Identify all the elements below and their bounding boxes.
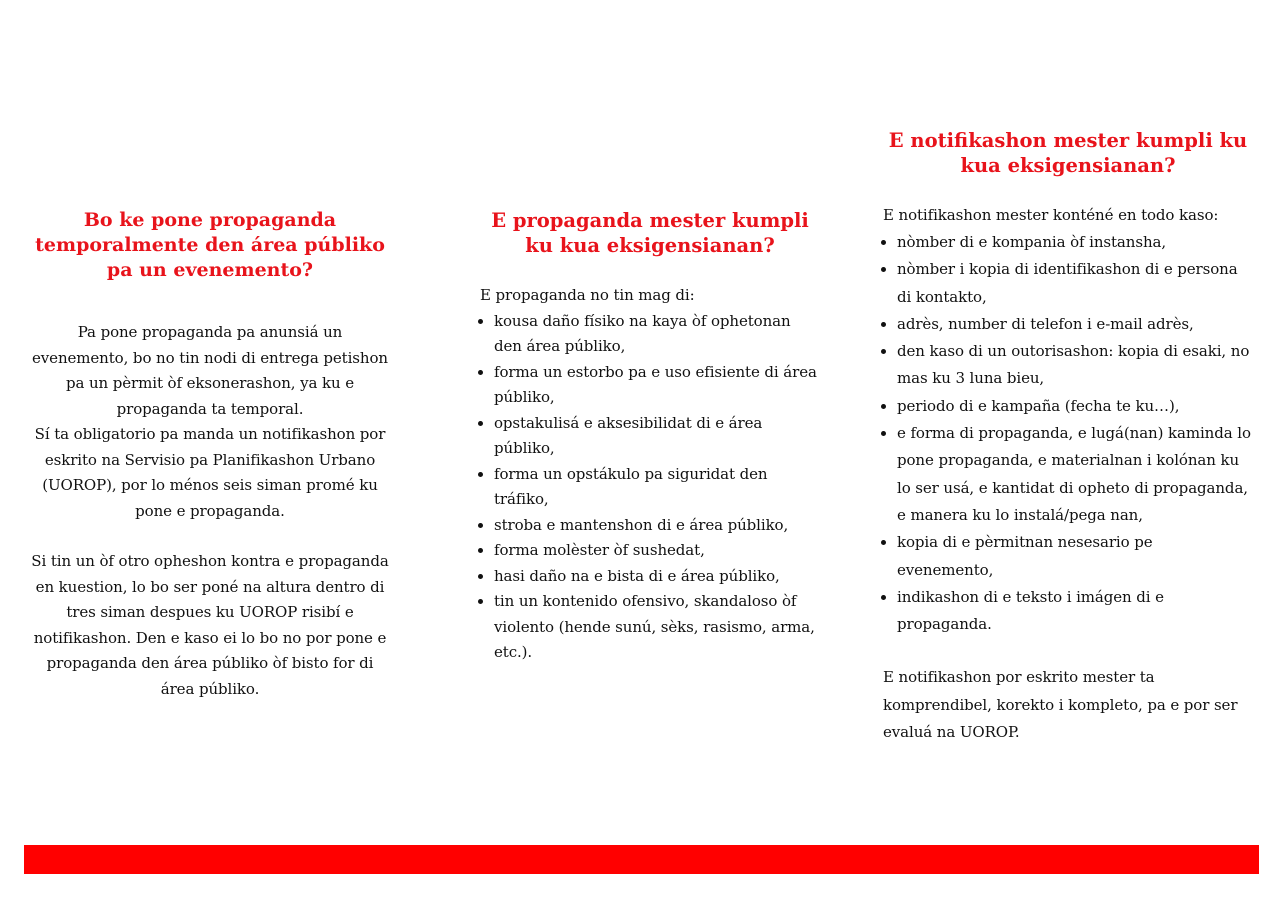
- column-event-propaganda: [30, 208, 390, 702]
- list-item: • nòmber di e kompania òf instansha,: [897, 229, 1253, 256]
- list-item: • opstakulisá e aksesibilidat di e área públiko,: [494, 411, 820, 462]
- list-item: • tin un kontenido ofensivo, skandaloso òf violento (hende sunú, sèks, rasismo, arma, etc.).: [494, 589, 820, 666]
- list-item: • indikashon di e teksto i imágen di e propaganda.: [897, 584, 1253, 639]
- list-item: • e forma di propaganda, e lugá(nan) kaminda lo pone propaganda, e materialnan i kolónan ku lo ser usá, e kantidat di opheto di propaganda, e manera ku lo instalá/pega nan,: [897, 420, 1253, 529]
- paragraph-objections: Si tin un òf otro opheshon kontra e propaganda en kuestion, lo bo ser poné na altura dentro di tres siman despues ku UOROP risibí e notifikashon. Den e kaso ei lo bo no por pone e propaganda den área públiko òf bisto for di área públiko.: [31, 552, 389, 698]
- list-item: • nòmber i kopia di identifikashon di e persona di kontakto,: [897, 256, 1253, 311]
- list-item: • forma un estorbo pa e uso efisiente di área públiko,: [494, 360, 820, 411]
- paragraph-no-permit: Pa pone propaganda pa anunsiá un evenemento, bo no tin nodi di entrega petishon pa un pèrmit òf eksonerashon, ya ku e propaganda ta temporal.: [32, 323, 388, 418]
- paragraph-notification-required: [30, 320, 390, 524]
- heading-event-propaganda: Bo ke pone propaganda temporalmente den área públiko pa un evenemento?: [35, 209, 385, 281]
- list-item: • periodo di e kampaña (fecha te ku…),: [897, 393, 1253, 420]
- heading-notification-requirements: E notifikashon mester kumpli ku kua eksigensianan?: [888, 129, 1248, 177]
- list-item: • adrès, number di telefon i e-mail adrès,: [897, 311, 1253, 338]
- notification-intro: E notifikashon mester konténé en todo kaso:: [883, 206, 1219, 224]
- column-propaganda-requirements: [480, 208, 820, 666]
- heading-propaganda-requirements: E propaganda mester kumpli ku kua eksigensianan?: [491, 209, 809, 257]
- notification-list: [883, 229, 1253, 638]
- requirements-intro: E propaganda no tin mag di:: [480, 286, 695, 304]
- footer-red-bar: [24, 845, 1259, 874]
- list-item: • forma un opstákulo pa siguridat den tráfiko,: [494, 462, 820, 513]
- list-item: • kopia di e pèrmitnan nesesario pe evenemento,: [897, 529, 1253, 584]
- column-notification-requirements: [883, 128, 1253, 746]
- notification-outro: E notifikashon por eskrito mester ta komprendibel, korekto i kompleto, pa e por ser evaluá na UOROP.: [883, 668, 1238, 742]
- requirements-list: [480, 309, 820, 666]
- list-item: • forma molèster òf sushedat,: [494, 538, 820, 564]
- list-item: • stroba e mantenshon di e área públiko,: [494, 513, 820, 539]
- list-item: • kousa daño físiko na kaya òf ophetonan den área públiko,: [494, 309, 820, 360]
- list-item: • hasi daño na e bista di e área públiko,: [494, 564, 820, 590]
- paragraph-written-notification: Sí ta obligatorio pa manda un notifikashon por eskrito na Servisio pa Planifikashon Urbano (UOROP), por lo ménos seis siman promé ku pone e propaganda.: [34, 425, 386, 520]
- list-item: • den kaso di un outorisashon: kopia di esaki, no mas ku 3 luna bieu,: [897, 338, 1253, 393]
